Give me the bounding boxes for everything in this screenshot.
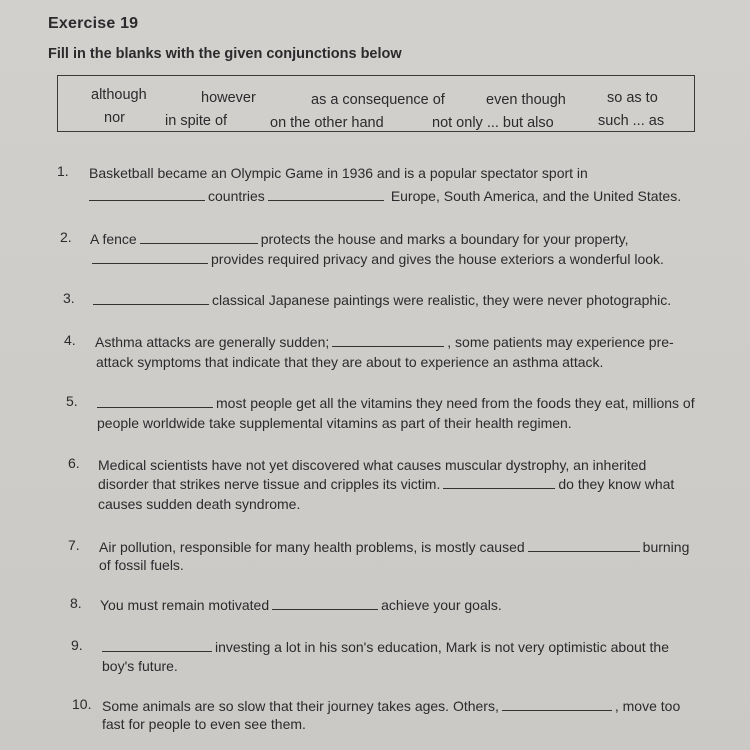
question-2-line-2: provides required privacy and gives the house exteriors a wonderful look. <box>92 249 664 269</box>
word-as-a-consequence-of: as a consequence of <box>311 92 445 108</box>
answer-blank[interactable] <box>268 188 384 201</box>
question-7-line-1: Air pollution, responsible for many health problems, is mostly caused burning <box>99 539 690 555</box>
answer-blank[interactable] <box>443 476 555 489</box>
question-number: 3. <box>63 290 75 306</box>
question-number: 10. <box>72 696 92 712</box>
answer-blank[interactable] <box>332 334 444 347</box>
word-in-spite-of: in spite of <box>165 113 228 129</box>
word-nor: nor <box>104 110 125 126</box>
question-8-line-1: You must remain motivated achieve your goals. <box>100 597 502 613</box>
question-number: 8. <box>70 595 82 611</box>
answer-blank[interactable] <box>502 698 612 711</box>
answer-blank[interactable] <box>97 395 213 408</box>
question-6-line-2: disorder that strikes nerve tissue and cripples its victim. do they know what <box>98 476 675 492</box>
answer-blank[interactable] <box>93 292 209 305</box>
exercise-title: Exercise 19 <box>48 15 139 32</box>
question-number: 7. <box>68 537 80 553</box>
answer-blank[interactable] <box>140 231 258 244</box>
word-not-only-but-also: not only ... but also <box>432 115 554 131</box>
question-1-line-2: countries Europe, South America, and the United States. <box>89 186 681 206</box>
instruction-text: Fill in the blanks with the given conjunctions below <box>48 46 402 62</box>
question-6-line-3: causes sudden death syndrome. <box>98 496 301 512</box>
question-number: 4. <box>64 332 76 348</box>
word-even-though: even though <box>486 92 566 108</box>
answer-blank[interactable] <box>102 639 212 652</box>
question-6-line-1: Medical scientists have not yet discovered what causes muscular dystrophy, an inherited <box>98 457 647 473</box>
word-on-the-other-hand: on the other hand <box>270 115 384 131</box>
question-number: 1. <box>57 163 69 179</box>
question-4-line-2: attack symptoms that indicate that they are about to experience an asthma attack. <box>96 354 604 370</box>
answer-blank[interactable] <box>528 539 640 552</box>
question-number: 6. <box>68 455 80 471</box>
question-4-line-1: Asthma attacks are generally sudden; , some patients may experience pre- <box>95 334 674 350</box>
answer-blank[interactable] <box>89 188 205 201</box>
question-9-line-1: investing a lot in his son's education, Mark is not very optimistic about the <box>102 637 669 657</box>
question-9-line-2: boy's future. <box>102 658 178 674</box>
question-5-line-2: people worldwide take supplemental vitamins as part of their health regimen. <box>97 415 572 431</box>
word-although: although <box>91 87 147 103</box>
question-1-line-1: Basketball became an Olympic Game in 1936 and is a popular spectator sport in <box>89 165 588 181</box>
question-10-line-1: Some animals are so slow that their journey takes ages. Others, , move too <box>102 698 681 714</box>
word-such-as: such ... as <box>598 113 665 129</box>
question-number: 5. <box>66 393 78 409</box>
question-7-line-2: of fossil fuels. <box>99 557 184 573</box>
word-so-as-to: so as to <box>607 90 658 106</box>
question-2-line-1: A fence protects the house and marks a boundary for your property, <box>90 231 629 247</box>
word-however: however <box>201 90 256 106</box>
question-10-line-2: fast for people to even see them. <box>102 716 306 732</box>
question-number: 2. <box>60 229 72 245</box>
question-5-line-1: most people get all the vitamins they need from the foods they eat, millions of <box>97 393 695 413</box>
answer-blank[interactable] <box>92 251 208 264</box>
question-3-line-1: classical Japanese paintings were realistic, they were never photographic. <box>93 290 671 310</box>
answer-blank[interactable] <box>272 597 378 610</box>
question-number: 9. <box>71 637 83 653</box>
